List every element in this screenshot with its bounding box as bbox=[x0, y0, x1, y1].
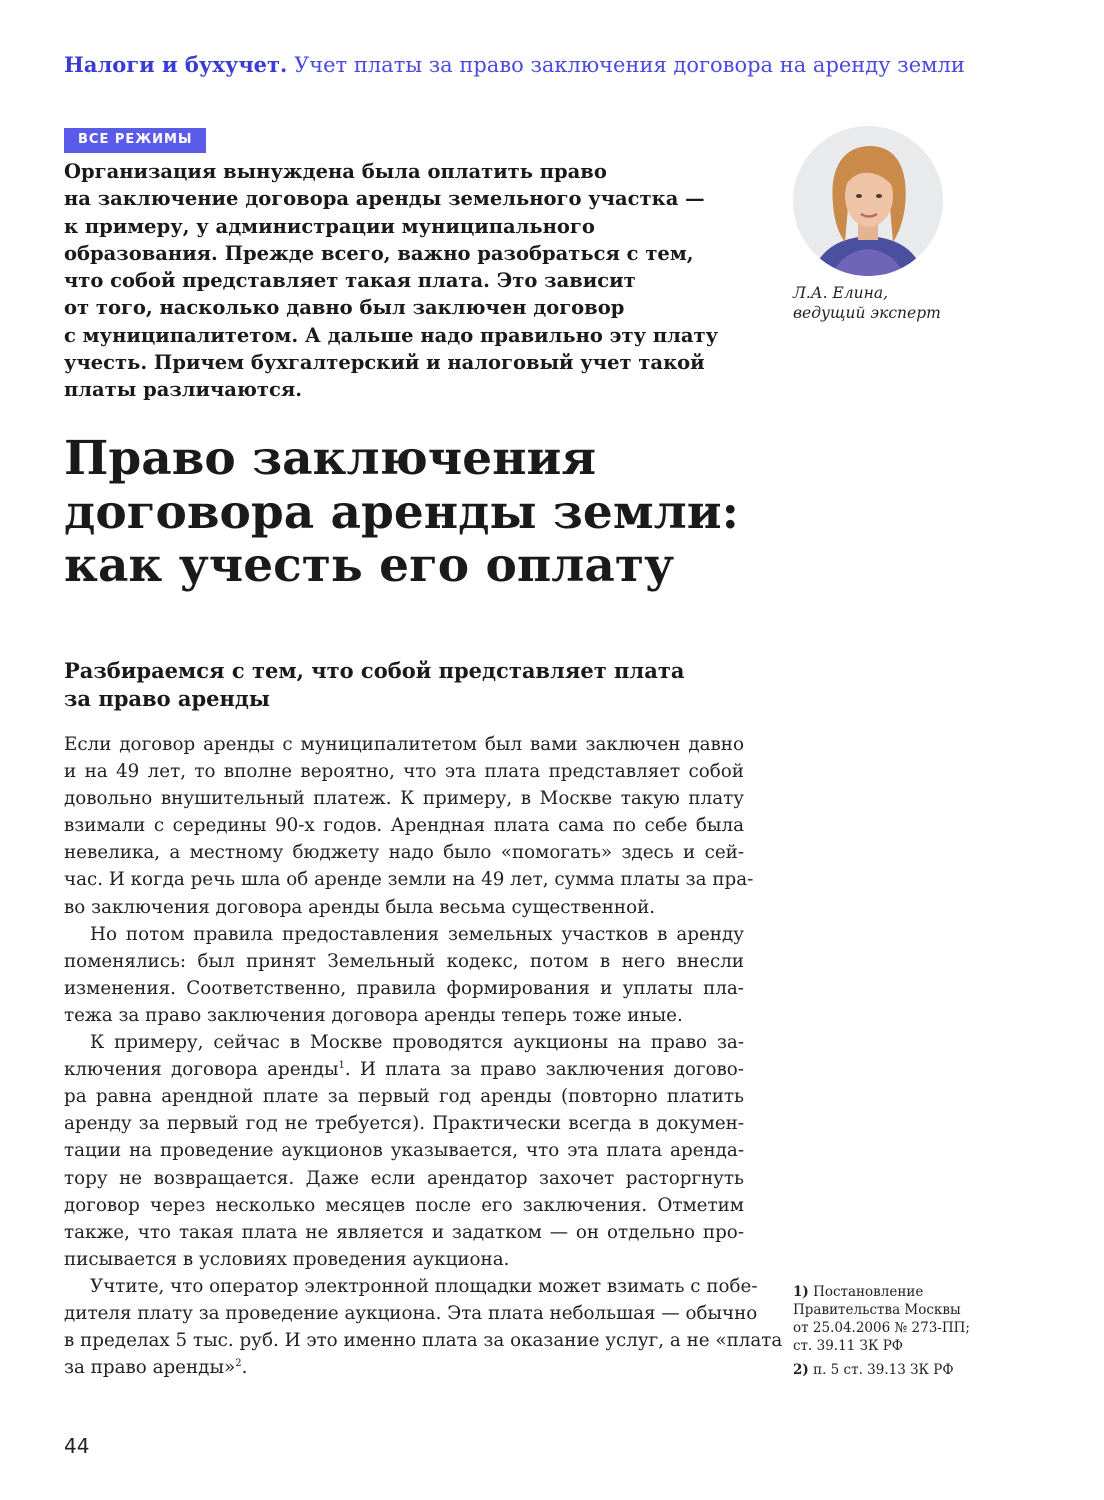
footnote-line: ст. 39.11 ЗК РФ bbox=[793, 1338, 903, 1354]
author-photo bbox=[793, 126, 943, 276]
body-line: договор через несколько месяцев после его заключения. Отметим bbox=[64, 1194, 744, 1216]
lead-line: на заключение договора аренды земельного участка — bbox=[64, 187, 705, 211]
body-line: взимали с середины 90-х годов. Арендная плата сама по себе была bbox=[64, 815, 744, 837]
lead-line: с муниципалитетом. А дальше надо правильно эту плату bbox=[64, 323, 719, 347]
body-line bbox=[64, 1354, 744, 1381]
section-name: Налоги и бухучет. bbox=[64, 52, 288, 77]
footnotes bbox=[793, 1283, 1073, 1379]
body-line: Если договор аренды с муниципалитетом был вами заключен давно bbox=[64, 734, 744, 755]
title-line: как учесть его оплату bbox=[64, 538, 675, 593]
footnote-text: Постановление bbox=[813, 1284, 924, 1300]
article-running-title: Учет платы за право заключения договора на аренду земли bbox=[294, 53, 965, 77]
title-line: договора аренды земли: bbox=[64, 484, 740, 540]
footnote-number: 1) bbox=[793, 1284, 809, 1300]
subhead-line: Разбираемся с тем, что собой представляет плата bbox=[64, 658, 685, 683]
body-text bbox=[64, 731, 783, 1381]
lead-line: от того, насколько давно был заключен договор bbox=[64, 296, 625, 320]
footnote-ref-1: 1 bbox=[338, 1060, 345, 1072]
body-line: тору не возвращается. Даже если арендатор захочет расторгнуть bbox=[64, 1167, 744, 1189]
body-line: час. И когда речь шла об аренде земли на 49 лет, сумма платы за пра- bbox=[64, 869, 754, 891]
body-line: писывается в условиях проведения аукциона. bbox=[64, 1248, 510, 1270]
body-line: изменения. Соответственно, правила формирования и уплаты пла- bbox=[64, 977, 744, 999]
lead-line: образования. Прежде всего, важно разобраться с тем, bbox=[64, 241, 694, 265]
author-caption bbox=[793, 283, 1053, 323]
body-line: аренду за первый год не требуется). Практически всегда в докумен- bbox=[64, 1113, 744, 1135]
lead-line: к примеру, у администрации муниципального bbox=[64, 214, 595, 238]
page-number: 44 bbox=[64, 1434, 90, 1458]
footnote-2 bbox=[793, 1361, 1073, 1379]
body-text-fragment: ключения договора аренды bbox=[64, 1059, 339, 1081]
footnote-text: п. 5 ст. 39.13 ЗК РФ bbox=[813, 1362, 954, 1378]
body-line: невелика, а местному бюджету надо было «помогать» здесь и сей- bbox=[64, 842, 744, 864]
body-line: поменялись: был принят Земельный кодекс, потом в него внесли bbox=[64, 950, 744, 972]
lead-line: Организация вынуждена была оплатить право bbox=[64, 160, 607, 183]
body-line: Но потом правила предоставления земельных участков в аренду bbox=[90, 923, 744, 945]
running-header bbox=[64, 52, 1064, 77]
lead-paragraph bbox=[64, 158, 764, 404]
body-line: в пределах 5 тыс. руб. И это именно плата за оказание услуг, а не «плата bbox=[64, 1330, 783, 1352]
article-title bbox=[64, 432, 784, 593]
paragraph-3 bbox=[64, 1029, 744, 1273]
author-name: Л.А. Елина, bbox=[793, 284, 888, 302]
author-portrait-image bbox=[793, 126, 943, 276]
body-line: во заключения договора аренды была весьма существенной. bbox=[64, 896, 656, 918]
paragraph-2 bbox=[64, 921, 744, 1029]
regime-tag: ВСЕ РЕЖИМЫ bbox=[64, 128, 206, 153]
body-line: дителя плату за проведение аукциона. Эта плата небольшая — обычно bbox=[64, 1302, 758, 1324]
body-text-fragment: . bbox=[241, 1357, 248, 1379]
footnote-line: Правительства Москвы bbox=[793, 1302, 961, 1318]
body-line: Учтите, что оператор электронной площадки может взимать с побе- bbox=[90, 1275, 758, 1297]
footnote-line bbox=[793, 1283, 1073, 1301]
footnote-ref-2: 2 bbox=[235, 1358, 242, 1370]
body-line: тежа за право заключения договора аренды теперь тоже иные. bbox=[64, 1004, 683, 1026]
footnote-line: от 25.04.2006 № 273-ПП; bbox=[793, 1320, 970, 1336]
body-text-fragment: . И плата за право заключения догово- bbox=[344, 1059, 744, 1081]
section-subheading bbox=[64, 657, 784, 713]
lead-line: что собой представляет такая плата. Это зависит bbox=[64, 269, 636, 293]
body-line bbox=[64, 1056, 744, 1083]
title-line: Право заключения bbox=[64, 431, 597, 486]
body-line: и на 49 лет, то вполне вероятно, что эта плата представляет собой bbox=[64, 761, 744, 783]
paragraph-1 bbox=[64, 731, 754, 921]
body-text-fragment: за право аренды» bbox=[64, 1357, 236, 1379]
paragraph-4 bbox=[64, 1273, 783, 1381]
body-line: также, что такая плата не является и задатком — он отдельно про- bbox=[64, 1221, 744, 1243]
footnote-1 bbox=[793, 1283, 1073, 1355]
body-line: ра равна арендной плате за первый год аренды (повторно платить bbox=[64, 1086, 744, 1108]
body-line: тации на проведение аукционов указывается, что эта плата аренда- bbox=[64, 1140, 744, 1162]
lead-line: платы различаются. bbox=[64, 378, 303, 402]
body-line: довольно внушительный платеж. К примеру, в Москве такую плату bbox=[64, 788, 744, 810]
footnote-number: 2) bbox=[793, 1362, 809, 1378]
lead-line: учесть. Причем бухгалтерский и налоговый учет такой bbox=[64, 351, 705, 375]
body-line: К примеру, сейчас в Москве проводятся аукционы на право за- bbox=[90, 1032, 744, 1054]
subhead-line: за право аренды bbox=[64, 686, 270, 711]
footnote-line bbox=[793, 1361, 1073, 1379]
author-role: ведущий эксперт bbox=[793, 304, 941, 322]
